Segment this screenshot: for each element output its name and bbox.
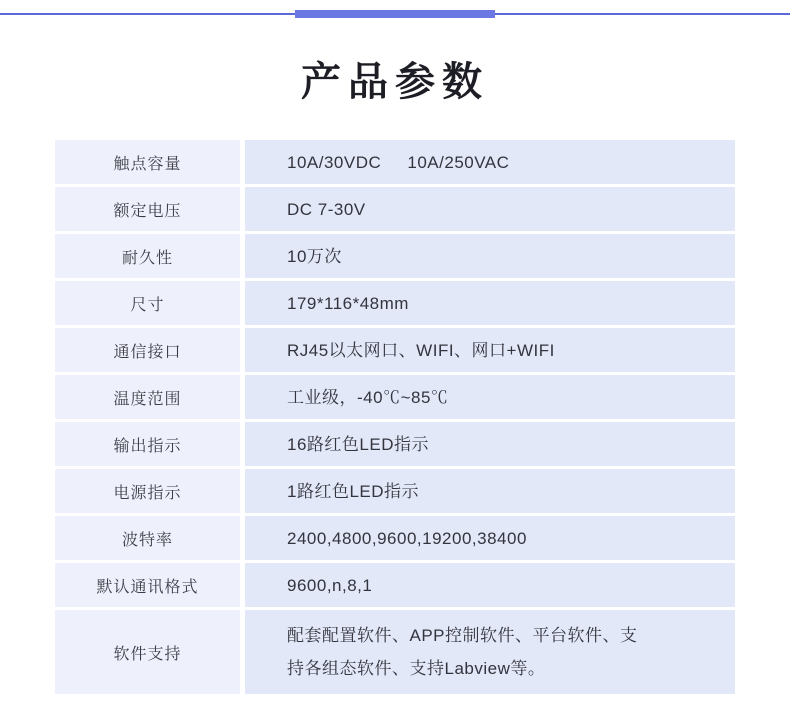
spec-label-cell: 耐久性 [55,234,240,278]
spec-value-cell: 10A/30VDC 10A/250VAC [245,140,735,184]
spec-label-cell: 通信接口 [55,328,240,372]
spec-label-cell: 温度范围 [55,375,240,419]
top-accent-bar [295,10,495,18]
table-row [55,234,735,278]
page-title: 产品参数 [301,60,489,104]
table-row [55,375,735,419]
spec-value-cell: 2400,4800,9600,19200,38400 [245,516,735,560]
spec-label-cell: 波特率 [55,516,240,560]
spec-label-cell: 软件支持 [55,610,240,694]
spec-value-cell: 16路红色LED指示 [245,422,735,466]
table-row [55,422,735,466]
spec-label-cell: 尺寸 [55,281,240,325]
spec-value-cell: 10万次 [245,234,735,278]
table-row [55,469,735,513]
table-row [55,563,735,607]
spec-value-cell: RJ45以太网口、WIFI、网口+WIFI [245,328,735,372]
spec-value-cell: 配套配置软件、APP控制软件、平台软件、支持各组态软件、支持Labview等。 [245,610,735,694]
spec-value-cell: 工业级，-40℃~85℃ [245,375,735,419]
table-row [55,187,735,231]
table-row [55,516,735,560]
spec-label-cell: 输出指示 [55,422,240,466]
spec-value-cell: 9600,n,8,1 [245,563,735,607]
spec-table [55,140,735,694]
spec-value-cell: 1路红色LED指示 [245,469,735,513]
table-row [55,328,735,372]
spec-label-cell: 触点容量 [55,140,240,184]
spec-label-cell: 额定电压 [55,187,240,231]
spec-label-cell: 默认通讯格式 [55,563,240,607]
spec-value-cell: 179*116*48mm [245,281,735,325]
spec-value-cell: DC 7-30V [245,187,735,231]
table-row [55,281,735,325]
spec-label-cell: 电源指示 [55,469,240,513]
table-row [55,140,735,184]
table-row [55,610,735,694]
